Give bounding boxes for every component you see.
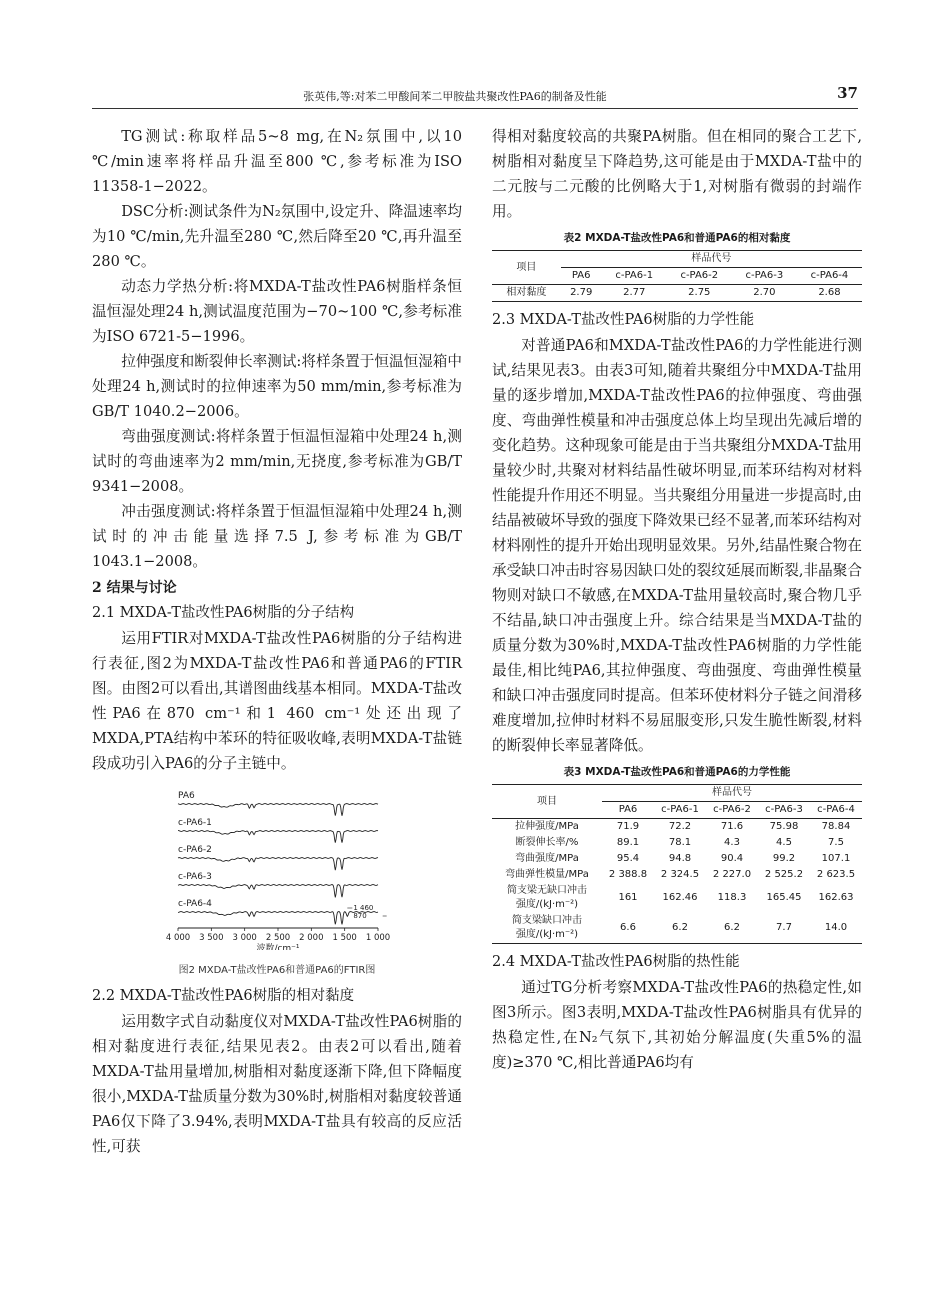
series-line <box>178 885 378 898</box>
table3-group-header: 样品代号 <box>602 785 862 802</box>
table-row <box>492 913 862 944</box>
table3-cell: 90.4 <box>720 853 744 864</box>
table3-cell: 7.7 <box>758 913 810 944</box>
table2-title: 表2 MXDA-T盐改性PA6和普通PA6的相对黏度 <box>563 232 791 244</box>
paragraph-flexural: 弯曲强度测试:将样条置于恒温恒湿箱中处理24 h,测试时的弯曲速率为2 mm/min,无挠度,参考标准为GB/T 9341−2008。 <box>92 428 462 495</box>
paragraph-viscosity-cont: 得相对黏度较高的共聚PA树脂。但在相同的聚合工艺下,树脂相对黏度呈下降趋势,这可能是由于MXDA-T盐中的二元胺与二元酸的比例略大于1,对树脂有微弱的封端作用。 <box>492 128 862 220</box>
table2-cell: 2.70 <box>732 285 797 302</box>
table3-cell: 6.2 <box>654 913 706 944</box>
table3-cell: 7.5 <box>828 837 844 848</box>
ftir-figure <box>92 782 462 978</box>
table2-col: c-PA6-4 <box>797 268 862 285</box>
table3-col: c-PA6-2 <box>706 802 758 819</box>
table3-cell: 162.63 <box>818 892 854 903</box>
series-line <box>178 912 378 925</box>
series-label: c-PA6-1 <box>178 818 212 828</box>
table2-cell: 2.68 <box>797 285 862 302</box>
table3-col: c-PA6-4 <box>810 802 862 819</box>
table3-title: 表3 MXDA-T盐改性PA6和普通PA6的力学性能 <box>563 766 791 778</box>
table3-cell: 99.2 <box>772 853 796 864</box>
table3-cell: 6.6 <box>602 913 654 944</box>
table3 <box>492 784 862 944</box>
table3-cell: 2 388.8 <box>608 869 648 880</box>
paragraph-mechanical: 对普通PA6和MXDA-T盐改性PA6的力学性能进行测试,结果见表3。由表3可知,随着共聚组分中MXDA-T盐用量的逐步增加,MXDA-T盐改性PA6的拉伸强度、弯曲强度、弯曲弹性模量和冲击强度总体上均呈现出先减后增的变化趋势。这种现象可能是由于当共聚组分MXDA-T盐用量较少时,共聚对材料结晶性破坏明显,而苯环结构对材料性能提升作用还不明显。当共聚组分用量进一步提高时,由结晶被破坏导致的强度下降效果已经不显著,而苯环结构对材料刚性的提升开始出现明显效果。另外,结晶性聚合物在承受缺口冲击时容易因缺口处的裂纹延展而断裂,非晶聚合物则对缺口不敏感,在MXDA-T盐用量较高时,聚合物几乎不结晶,缺口冲击强度上升。综合结果是当MXDA-T盐的质量分数为30%时,MXDA-T盐改性PA6树脂的力学性能最佳,相比纯PA6,其拉伸强度、弯曲强度、弯曲弹性模量和缺口冲击强度同时提高。但苯环使材料分子链之间滑移难度增加,拉伸时材料不易屈服变形,只发生脆性断裂,材料的断裂伸长率显著降低。 <box>492 337 862 754</box>
table3-row-label: 断裂伸长率/% <box>515 837 579 848</box>
paragraph-dsc: DSC分析:测试条件为N₂氛围中,设定升、降温速率均为10 ℃/min,先升温至280 ℃,然后降至20 ℃,再升温至280 ℃。 <box>92 203 462 270</box>
table3-cell: 107.1 <box>821 853 851 864</box>
ftir-chart <box>92 782 462 950</box>
table3-cell: 161 <box>618 892 638 903</box>
table3-item-header: 项目 <box>492 785 602 819</box>
series-line <box>178 831 378 843</box>
table3-row-label <box>492 883 602 913</box>
table-row <box>492 883 862 913</box>
table3-row-label: 弯曲弹性模量/MPa <box>505 869 589 880</box>
series-line <box>178 804 378 816</box>
table3-cell: 165.45 <box>766 892 802 903</box>
x-tick-label: 3 000 <box>232 933 257 943</box>
table2-cell: 2.77 <box>602 285 667 302</box>
page-header <box>92 84 858 109</box>
x-tick-label: 1 000 <box>365 933 391 943</box>
x-tick-label: 3 500 <box>199 933 224 943</box>
table2-cell: 2.75 <box>667 285 732 302</box>
table3-col: PA6 <box>602 802 654 819</box>
table3-cell: 95.4 <box>616 853 640 864</box>
section-heading-2-2: 2.2 MXDA-T盐改性PA6树脂的相对黏度 <box>92 988 355 1004</box>
table3-cell: 89.1 <box>616 837 640 848</box>
table3-cell: 71.6 <box>720 821 744 832</box>
right-column <box>492 124 862 1075</box>
section-heading-2-3: 2.3 MXDA-T盐改性PA6树脂的力学性能 <box>492 312 755 328</box>
x-tick-label: 2 000 <box>299 933 324 943</box>
table3-cell: 6.2 <box>706 913 758 944</box>
x-tick-label: 2 500 <box>265 933 291 943</box>
table3-cell: 2 324.5 <box>660 869 700 880</box>
series-label: c-PA6-4 <box>178 899 212 909</box>
figure-caption: 图2 MXDA-T盐改性PA6和普通PA6的FTIR图 <box>178 965 376 976</box>
table3-cell: 2 525.2 <box>764 869 804 880</box>
table3-row-label: 拉伸强度/MPa <box>515 821 579 832</box>
x-tick-label: 1 500 <box>332 933 357 943</box>
paragraph-tensile: 拉伸强度和断裂伸长率测试:将样条置于恒温恒湿箱中处理24 h,测试时的拉伸速率为50 mm/min,参考标准为GB/T 1040.2−2006。 <box>92 353 462 420</box>
table2-col: c-PA6-1 <box>602 268 667 285</box>
table3-cell: 2 623.5 <box>816 869 856 880</box>
series-line <box>178 858 378 871</box>
table3-cell: 4.5 <box>776 837 792 848</box>
table2 <box>492 250 862 302</box>
left-column <box>92 124 462 1159</box>
table3-cell: 94.8 <box>668 853 692 864</box>
table3-cell: 118.3 <box>717 892 747 903</box>
table3-row-label-line2: 强度/(kJ·m⁻²) <box>515 929 579 940</box>
table3-cell: 78.1 <box>668 837 692 848</box>
table-row <box>492 867 862 883</box>
page-number: 37 <box>837 84 858 102</box>
section-heading-2-1: 2.1 MXDA-T盐改性PA6树脂的分子结构 <box>92 605 355 621</box>
table3-row-label: 弯曲强度/MPa <box>515 853 579 864</box>
table3-cell: 78.84 <box>821 821 851 832</box>
table3-cell: 71.9 <box>616 821 640 832</box>
paragraph-ftir: 运用FTIR对MXDA-T盐改性PA6树脂的分子结构进行表征,图2为MXDA-T盐改性PA6和普通PA6的FTIR图。由图2可以看出,其谱图曲线基本相同。MXDA-T盐改性PA6在870 cm⁻¹和1 460 cm⁻¹处还出现了MXDA,PTA结构中苯环的特征吸收峰,表明MXDA-T盐链段成功引入PA6的分子主链中。 <box>92 630 462 772</box>
table3-row-label-line1: 简支梁缺口冲击 <box>512 915 582 926</box>
section-heading-2-4: 2.4 MXDA-T盐改性PA6树脂的热性能 <box>492 954 740 970</box>
table-row <box>492 835 862 851</box>
table2-col: c-PA6-2 <box>667 268 732 285</box>
table3-cell: 14.0 <box>810 913 862 944</box>
table2-row-label: 相对黏度 <box>492 285 561 302</box>
table3-cell: 75.98 <box>769 821 799 832</box>
paragraph-dma: 动态力学热分析:将MXDA-T盐改性PA6树脂样条恒温恒湿处理24 h,测试温度范围为−70~100 ℃,参考标准为ISO 6721-5−1996。 <box>92 278 462 345</box>
annotation-870: 870 <box>353 912 367 920</box>
table3-cell: 2 227.0 <box>712 869 752 880</box>
table2-cell: 2.79 <box>561 285 602 302</box>
paragraph-tg: TG测试:称取样品5~8 mg,在N₂氛围中,以10 ℃/min速率将样品升温至800 ℃,参考标准为ISO 11358-1−2022。 <box>92 128 462 195</box>
paragraph-thermal: 通过TG分析考察MXDA-T盐改性PA6的热稳定性,如图3所示。图3表明,MXDA-T盐改性PA6树脂具有优异的热稳定性,在N₂气氛下,其初始分解温度(失重5%的温度)≥370 ℃,相比普通PA6均有 <box>492 979 862 1071</box>
table3-cell: 4.3 <box>724 837 740 848</box>
running-title: 张英伟,等:对苯二甲酸间苯二甲胺盐共聚改性PA6的制备及性能 <box>303 90 607 103</box>
x-axis-label: 波数/cm⁻¹ <box>256 944 300 950</box>
section-heading-2: 2 结果与讨论 <box>92 580 177 596</box>
table3-cell: 72.2 <box>668 821 692 832</box>
x-tick-label: 4 000 <box>165 933 191 943</box>
table2-col: c-PA6-3 <box>732 268 797 285</box>
table3-col: c-PA6-3 <box>758 802 810 819</box>
table3-row-label <box>492 913 602 944</box>
table2-group-header: 样品代号 <box>561 251 862 268</box>
series-label: c-PA6-2 <box>178 845 212 855</box>
table-row <box>492 819 862 836</box>
table2-col: PA6 <box>561 268 602 285</box>
paragraph-viscosity: 运用数字式自动黏度仪对MXDA-T盐改性PA6树脂的相对黏度进行表征,结果见表2。由表2可以看出,随着MXDA-T盐用量增加,树脂相对黏度逐渐下降,但下降幅度很小,MXDA-T盐质量分数为30%时,树脂相对黏度较普通PA6仅下降了3.94%,表明MXDA-T盐具有较高的反应活性,可获 <box>92 1013 462 1155</box>
annotation-1460: 1 460 <box>353 904 374 912</box>
table2-item-header: 项目 <box>492 251 561 285</box>
table3-row-label-line2: 强度/(kJ·m⁻²) <box>515 899 579 910</box>
table3-col: c-PA6-1 <box>654 802 706 819</box>
series-label: c-PA6-3 <box>178 872 212 882</box>
table3-cell: 162.46 <box>662 892 698 903</box>
table-row <box>492 851 862 867</box>
paragraph-impact: 冲击强度测试:将样条置于恒温恒湿箱中处理24 h,测试时的冲击能量选择7.5 J,参考标准为GB/T 1043.1−2008。 <box>92 503 462 570</box>
table3-row-label-line1: 简支梁无缺口冲击 <box>507 885 587 896</box>
series-label: PA6 <box>178 791 195 801</box>
